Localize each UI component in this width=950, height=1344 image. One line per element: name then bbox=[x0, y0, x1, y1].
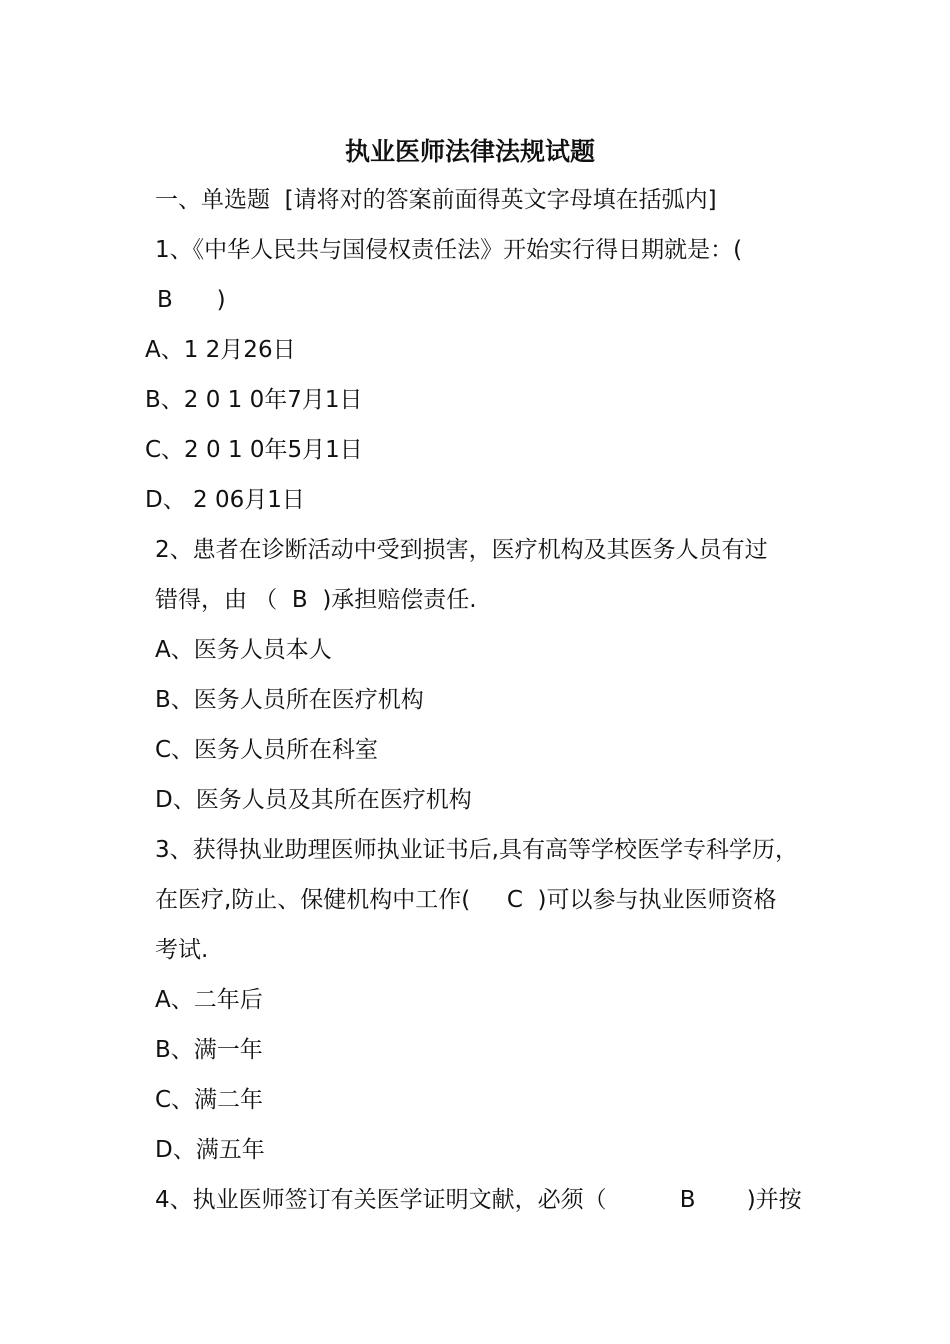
question-2-option-d: D、医务人员及其所在医疗机构 bbox=[155, 787, 472, 813]
question-3-option-d: D、满五年 bbox=[155, 1137, 265, 1163]
question-1-stem-line-1: 1、《中华人民共与国侵权责任法》开始实行得日期就是：( bbox=[155, 237, 743, 263]
question-1-option-d: D、 2 06月1日 bbox=[145, 487, 305, 513]
question-1-option-c: C、2 0 1 0年5月1日 bbox=[145, 437, 363, 463]
question-3-stem-line-2: 在医疗,防止、保健机构中工作( C )可以参与执业医师资格 bbox=[155, 887, 777, 913]
question-3-option-c: C、满二年 bbox=[155, 1087, 264, 1113]
question-1-option-b: B、2 0 1 0年7月1日 bbox=[145, 387, 363, 413]
question-2-option-b: B、医务人员所在医疗机构 bbox=[155, 687, 424, 713]
question-3-stem-line-1: 3、获得执业助理医师执业证书后,具有高等学校医学专科学历， bbox=[155, 837, 798, 863]
document-title: 执业医师法律法规试题 bbox=[344, 137, 595, 166]
question-2-stem-line-1: 2、患者在诊断活动中受到损害，医疗机构及其医务人员有过 bbox=[155, 537, 768, 563]
question-2-stem-line-2: 错得，由 （ B )承担赔偿责任. bbox=[155, 587, 477, 613]
question-3-stem-line-3: 考试. bbox=[155, 937, 209, 963]
question-2-option-c: C、医务人员所在科室 bbox=[155, 737, 379, 763]
question-1-option-a: A、1 2月26日 bbox=[145, 337, 296, 363]
question-3-option-a: A、二年后 bbox=[155, 987, 263, 1013]
section-heading: 一、单选题 [请将对的答案前面得英文字母填在括弧内] bbox=[155, 187, 717, 213]
question-1-stem-line-2: B ) bbox=[157, 287, 226, 313]
question-3-option-b: B、满一年 bbox=[155, 1037, 263, 1063]
question-2-option-a: A、医务人员本人 bbox=[155, 637, 332, 663]
question-4-stem-line-1: 4、执业医师签订有关医学证明文献，必须（ B )并按 bbox=[155, 1187, 802, 1213]
